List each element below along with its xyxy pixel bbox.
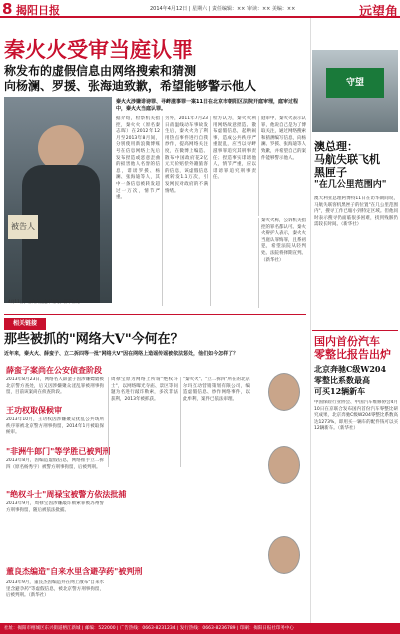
related-intro: 近年来，秦火火、薛蛮子、立二拆四等一批"网络大V"因在网络上造谣传谣被依法惩处，他们如今怎样了？ xyxy=(4,351,239,357)
related-tag: 相关链接 xyxy=(4,318,46,330)
main-lead: 秦火火涉嫌诽谤罪、寻衅滋事罪一案11日在北京市朝阳区法院开庭审理，庭审过程中，秦火火当庭认罪。 xyxy=(116,99,298,112)
side-headline-4: "在几公里范围内" xyxy=(314,180,387,190)
side-image xyxy=(312,50,398,132)
related-section-1-title: 薛蛮子案尚在公安侦查阶段 xyxy=(6,365,102,375)
side-headline-6: 零整比报告出炉 xyxy=(314,348,391,361)
page-number: 8 xyxy=(2,0,13,18)
related-col-a: 周禄宝原为网络上所谓"绝权斗士"，以网络曝光寺庙、景区等问题为名进行敲诈勒索，多次非法获利，2013年被抓获。 xyxy=(108,377,178,467)
related-section-5-text: 2013年9月，董良杰因编造并在网上散布"自来水里含避孕药"等虚假信息，被北京警方刑事拘留，后被判刑。（新华社） xyxy=(6,580,104,599)
side-headline-1: 澳总理： xyxy=(314,140,358,153)
side-image-banner: 守望 xyxy=(326,68,384,98)
side-headline-3: 黑匣子 xyxy=(314,166,347,179)
main-col-4: 庭审中，秦火火表示认罪，他说自己是为了博取关注，通过网络搜索和猜测编写信息，向杨澜、罗援、张海迪等人致歉，并希望自己的案件能够警示他人。 xyxy=(258,116,306,216)
newspaper-name: 揭阳日报 xyxy=(16,4,60,17)
side-headline-5: 国内首份汽车 xyxy=(314,335,380,348)
related-col-b: "秦火火"、"立二拆四"所在的北京尔玛互动营销策划有限公司，编造虚假信息、炒作网络事件，以此牟利，案件已依法审理。 xyxy=(180,377,250,467)
related-section-2-text: 2013年10月，王功权因涉嫌聚众扰乱公共场所秩序罪被北京警方刑事拘留，2014年1月被取保候审。 xyxy=(6,417,104,436)
main-col-3: 检方认为，秦火火利用网络故意捏造、散布虚假信息，起哄闹事，造成公共秩序严重混乱，应当以寻衅滋事罪追究其刑事责任；捏造事实诽谤他人，情节严重，应以诽谤罪追究刑事责任。 xyxy=(210,116,256,306)
main-subhead-2: 向杨澜、罗援、张海迪致歉，希望能够警示他人 xyxy=(4,79,257,93)
related-section-3-title: "非洲牛郎门"等学胜已被判刑 xyxy=(6,446,111,456)
related-section-4-title: "绝权斗士"周禄宝被警方依法批捕 xyxy=(6,489,127,499)
related-section-1-text: 2013年8月23日，网络名人薛蛮子因涉嫌嫖娼被北京警方查处，后又因涉嫌聚众淫乱罪被刑事拘留，目前该案尚在侦查阶段。 xyxy=(6,377,104,396)
related-section-5-title: 董良杰编造"自来水里含避孕药"被判刑 xyxy=(6,566,143,576)
side-divider xyxy=(312,330,398,331)
related-headline: 那些被抓的"网络大V"今何在？ xyxy=(4,332,184,347)
main-col-5: 秦火火称，公诉机关指控的罪名都认可。秦火火辩护人表示，秦火火当庭认罪悔罪，且系初犯，希望法院从轻判处。法院将择期宣判。（新华社） xyxy=(258,218,306,308)
section-title: 远望角 xyxy=(358,5,398,20)
portrait-1 xyxy=(268,373,300,411)
side-story-2: 中国保险行业协会、中国汽车维修协会4月10日在京联合发布国内首份汽车零整比研究成果，北京奔驰C级W204零整比系数高达1273%，即用买一辆车的配件钱可以买12辆新车。（新华社） xyxy=(314,400,398,432)
photo-caption: 4月11日，秦火火在庭审现场。新华社发 xyxy=(8,299,80,304)
main-col-1: 据介绍，检察机关指控，秦火火（原名秦志晖）在2012年12月至2013年8月间，分别使用新浪微博账号在信息网络上先后发布捏造或恶意歪曲的损害他人名誉的信息，诽谤罗援、杨澜、张海迪等人，其中一条信息被转发超过一万次，情节严重。 xyxy=(116,116,160,201)
header-info: 2014年4月12日 | 星期六 | 责任编辑：×× 审读：×× 美编：×× xyxy=(150,6,296,12)
portrait-2 xyxy=(268,446,300,484)
side-headline-7: 北京奔驰C级W204 xyxy=(314,364,387,374)
related-section-3-text: 2013年8月，因编造虚假信息，网络推手立二拆四（原名杨秀宇）被警方刑事拘留，后被判刑。 xyxy=(6,458,104,470)
side-headline-2: 马航失联飞机 xyxy=(314,153,380,166)
related-section-2-title: 王功权取保候审 xyxy=(6,405,62,415)
main-col-2: 另外，2011年7月23日甬温线动车事故发生后，秦火火为了利用热点事件进行自我炒作，提高网络关注度，在微博上编造、散布中国政府花2亿元天价赔偿外籍旅客的信息，该虚假信息被转发1.1万次，引发网民对政府的不满情绪。 xyxy=(162,116,208,306)
main-subhead-1: 称发布的虚假信息由网络搜索和猜测 xyxy=(4,64,197,78)
main-headline: 秦火火受审当庭认罪 xyxy=(4,37,193,62)
defendant-sign: 被告人 xyxy=(8,215,38,239)
section-divider xyxy=(4,314,306,315)
side-headline-8: 零整比系数最高 xyxy=(314,375,370,385)
related-section-4-text: 2013年9月，周禄宝因涉嫌敲诈勒索罪被苏州警方刑事拘留，随后被依法批捕。 xyxy=(6,501,104,513)
side-headline-9: 可买12辆新车 xyxy=(314,386,366,396)
main-photo xyxy=(4,97,112,303)
page-footer: 社址：揭阳市榕城区东兴街道榕江新城 | 邮编：522000 | 广告热线：0663-8231234 | 发行热线：0663-8236789 | 印刷：揭阳日报社印务中心 xyxy=(0,623,400,634)
side-story-1: 澳大利亚总理阿博特11日在访华期间说，马航失联客机黑匣子的位置"在几公里范围内"，搜寻工作已缩小到特定区域。但他同时表示搜寻仍面临很多困难，找到残骸仍需较长时间。（新华社） xyxy=(314,196,398,228)
portrait-3 xyxy=(268,536,300,574)
